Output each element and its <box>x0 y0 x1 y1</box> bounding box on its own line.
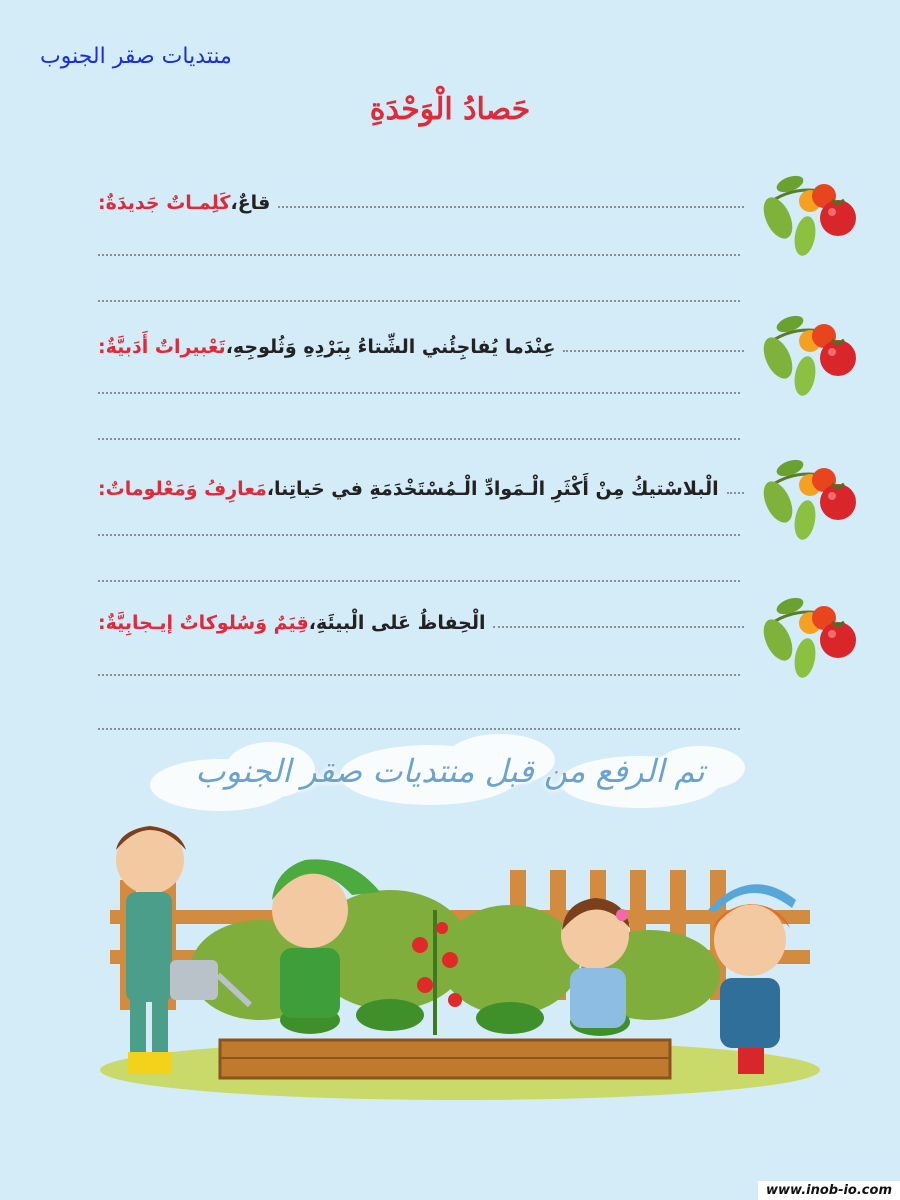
forum-header: منتديات صقر الجنوب <box>40 44 232 69</box>
site-credit[interactable]: www.inob-io.com <box>758 1181 900 1200</box>
section-knowledge-information <box>0 444 900 594</box>
dotted-line <box>98 254 740 256</box>
unit-title: حَصادُ الْوَحْدَةِ <box>369 92 531 127</box>
section-first-line <box>98 470 750 500</box>
section-text: عِنْدَما يُفاجِئُني الشِّتاءُ بِبَرْدِهِ وَثُلوجِهِ، <box>225 336 556 358</box>
dotted-line <box>98 392 740 394</box>
tomato-branch-icon <box>760 450 860 546</box>
dotted-line <box>727 492 744 494</box>
dotted-line <box>278 206 744 208</box>
section-values-behaviors <box>0 584 900 734</box>
dotted-line <box>98 438 740 440</box>
kids-gardening-illustration <box>90 800 830 1100</box>
section-first-line <box>98 328 750 358</box>
section-label: قِيَمٌ وَسُلوكاتٌ إيـجابِيَّةٌ: <box>98 612 309 634</box>
dotted-line <box>98 674 740 676</box>
tomato-branch-icon <box>760 306 860 402</box>
tomato-branch-icon <box>760 588 860 684</box>
section-first-line <box>98 184 750 214</box>
section-label: كَلِمـاتٌ جَديدَةٌ: <box>98 192 231 214</box>
section-label: تَعْبيراتٌ أَدَبيَّةٌ: <box>98 336 226 358</box>
section-text: الْبلاسْتيكُ مِنْ أَكْثَرِ الْـمَوادِّ الْـمُسْتَخْدَمَةِ في حَياتِنا، <box>266 478 719 500</box>
section-text: الْحِفاظُ عَلى الْبيئَةِ، <box>308 612 486 634</box>
section-text: قاعٌ، <box>230 192 271 214</box>
section-first-line <box>98 604 750 634</box>
dotted-line <box>98 534 740 536</box>
section-label: مَعارِفُ وَمَعْلوماتٌ: <box>98 478 267 500</box>
section-literary-expressions <box>0 300 900 450</box>
tomato-branch-icon <box>760 166 860 262</box>
dotted-line <box>98 580 740 582</box>
dotted-line <box>563 350 744 352</box>
upload-watermark: تم الرفع من قبل منتديات صقر الجنوب <box>195 752 705 790</box>
section-new-words <box>0 160 900 310</box>
dotted-line <box>493 626 744 628</box>
